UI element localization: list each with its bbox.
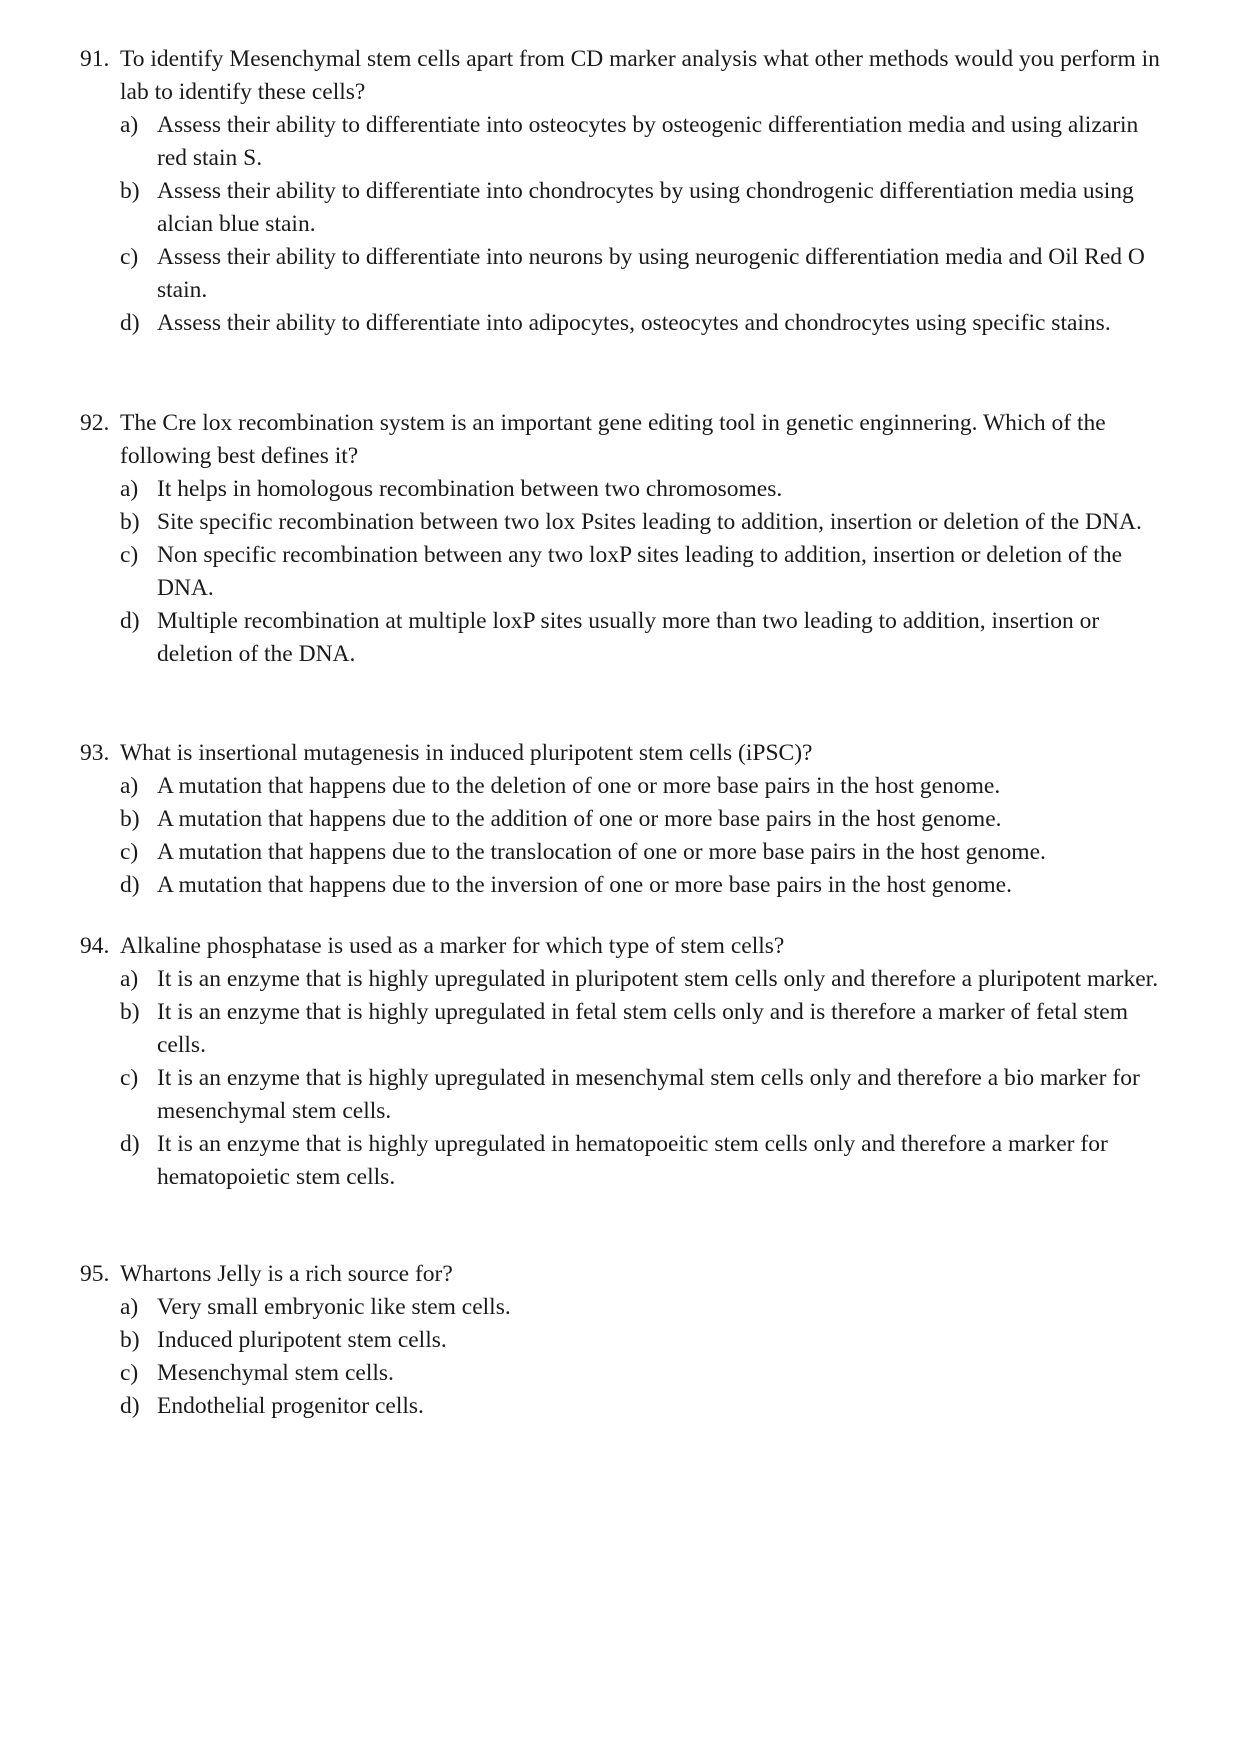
option-list: [80, 963, 1170, 1194]
option-text: Endothelial progenitor cells.: [157, 1393, 424, 1419]
option-letter: b): [120, 509, 140, 535]
option-text: Mesenchymal stem cells.: [157, 1360, 394, 1386]
option-c: [120, 1357, 1170, 1390]
option-letter: b): [120, 1327, 140, 1353]
question-stem: [80, 737, 1170, 770]
question-91: [80, 43, 1170, 340]
option-letter: a): [120, 966, 139, 992]
option-letter: d): [120, 872, 140, 898]
option-d: [120, 307, 1170, 340]
question-stem: [80, 930, 1170, 963]
question-number: 91.: [80, 46, 110, 72]
question-text: To identify Mesenchymal stem cells apart from CD marker analysis what other methods would you perform in lab to identify these cells?: [120, 46, 1160, 105]
option-letter: b): [120, 806, 140, 832]
option-list: [80, 473, 1170, 671]
option-letter: c): [120, 1360, 139, 1386]
option-letter: d): [120, 608, 140, 634]
option-letter: d): [120, 310, 140, 336]
option-text: It is an enzyme that is highly upregulated in mesenchymal stem cells only and therefore a bio marker for mesenchymal stem cells.: [157, 1065, 1140, 1124]
option-b: [120, 1324, 1170, 1357]
option-d: [120, 869, 1170, 902]
question-number: 92.: [80, 410, 110, 436]
option-text: It is an enzyme that is highly upregulated in fetal stem cells only and is therefore a marker of fetal stem cells.: [157, 999, 1129, 1058]
question-94: [80, 930, 1170, 1194]
question-number: 93.: [80, 740, 110, 766]
option-letter: a): [120, 476, 139, 502]
option-list: [80, 1291, 1170, 1423]
option-b: [120, 175, 1170, 241]
question-stem: [80, 43, 1170, 109]
question-stem: [80, 407, 1170, 473]
option-a: [120, 109, 1170, 175]
option-text: Assess their ability to differentiate into adipocytes, osteocytes and chondrocytes using specific stains.: [157, 310, 1111, 336]
option-a: [120, 963, 1170, 996]
option-list: [80, 770, 1170, 902]
option-letter: c): [120, 839, 139, 865]
option-list: [80, 109, 1170, 340]
option-text: Very small embryonic like stem cells.: [157, 1294, 511, 1320]
option-text: It is an enzyme that is highly upregulated in hematopoeitic stem cells only and therefore a marker for hematopoietic stem cells.: [157, 1131, 1108, 1190]
option-text: A mutation that happens due to the addition of one or more base pairs in the host genome.: [157, 806, 1002, 832]
question-92: [80, 407, 1170, 671]
option-letter: d): [120, 1393, 140, 1419]
question-number: 95.: [80, 1261, 110, 1287]
option-text: Assess their ability to differentiate into neurons by using neurogenic differentiation media and Oil Red O stain.: [157, 244, 1145, 303]
option-d: [120, 605, 1170, 671]
option-text: Assess their ability to differentiate into chondrocytes by using chondrogenic differentiation media using alcian blue stain.: [157, 178, 1134, 237]
option-c: [120, 539, 1170, 605]
option-b: [120, 996, 1170, 1062]
option-b: [120, 506, 1170, 539]
option-letter: b): [120, 999, 140, 1025]
option-letter: a): [120, 773, 139, 799]
option-text: Induced pluripotent stem cells.: [157, 1327, 447, 1353]
question-text: Alkaline phosphatase is used as a marker for which type of stem cells?: [120, 933, 785, 959]
option-letter: c): [120, 542, 139, 568]
option-text: A mutation that happens due to the inversion of one or more base pairs in the host genome.: [157, 872, 1012, 898]
option-b: [120, 803, 1170, 836]
question-text: The Cre lox recombination system is an important gene editing tool in genetic enginnering. Which of the following best defines it?: [120, 410, 1106, 469]
option-a: [120, 770, 1170, 803]
option-c: [120, 241, 1170, 307]
option-text: Multiple recombination at multiple loxP sites usually more than two leading to addition, insertion or deletion of the DNA.: [157, 608, 1100, 667]
question-stem: [80, 1258, 1170, 1291]
option-text: Non specific recombination between any two loxP sites leading to addition, insertion or deletion of the DNA.: [157, 542, 1123, 601]
option-text: Site specific recombination between two lox Psites leading to addition, insertion or deletion of the DNA.: [157, 509, 1142, 535]
option-text: It is an enzyme that is highly upregulated in pluripotent stem cells only and therefore a pluripotent marker.: [157, 966, 1159, 992]
question-93: [80, 737, 1170, 902]
option-text: A mutation that happens due to the deletion of one or more base pairs in the host genome.: [157, 773, 1001, 799]
option-letter: d): [120, 1131, 140, 1157]
option-letter: c): [120, 1065, 139, 1091]
option-letter: a): [120, 1294, 139, 1320]
option-d: [120, 1128, 1170, 1194]
option-letter: a): [120, 112, 139, 138]
question-95: [80, 1258, 1170, 1423]
option-text: Assess their ability to differentiate into osteocytes by osteogenic differentiation media and using alizarin red stain S.: [157, 112, 1139, 171]
option-d: [120, 1390, 1170, 1423]
option-text: A mutation that happens due to the translocation of one or more base pairs in the host genome.: [157, 839, 1046, 865]
option-letter: b): [120, 178, 140, 204]
question-number: 94.: [80, 933, 110, 959]
option-c: [120, 1062, 1170, 1128]
option-c: [120, 836, 1170, 869]
question-text: What is insertional mutagenesis in induced pluripotent stem cells (iPSC)?: [120, 740, 813, 766]
option-letter: c): [120, 244, 139, 270]
option-a: [120, 1291, 1170, 1324]
option-a: [120, 473, 1170, 506]
question-text: Whartons Jelly is a rich source for?: [120, 1261, 453, 1287]
option-text: It helps in homologous recombination between two chromosomes.: [157, 476, 783, 502]
